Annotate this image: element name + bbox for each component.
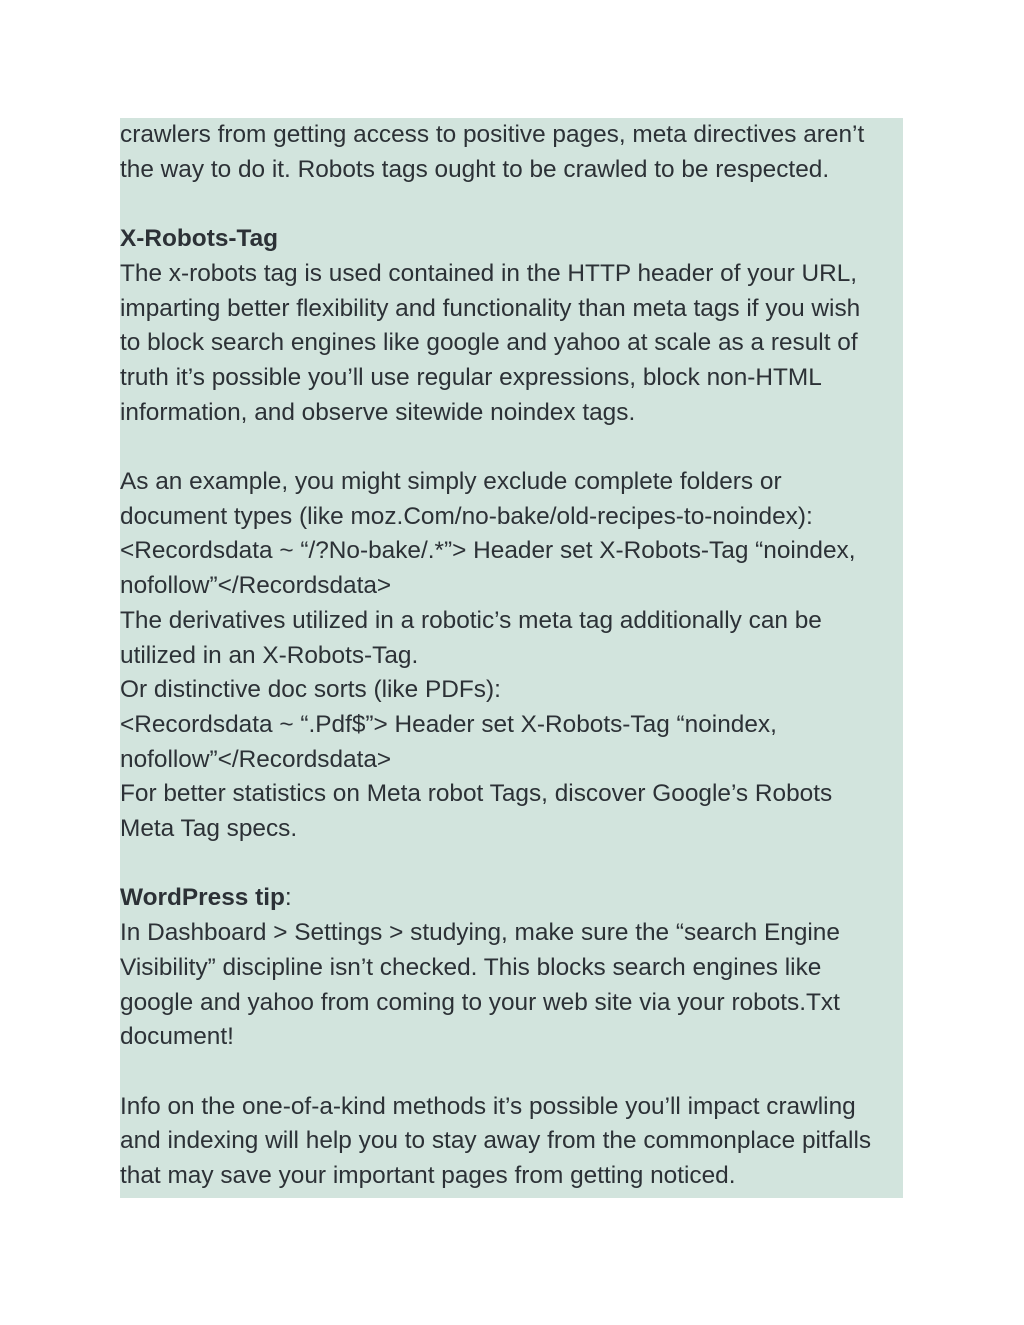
blank-line — [120, 187, 903, 222]
wordpress-paragraph — [120, 916, 903, 1055]
text-line: In Dashboard > Settings > studying, make sure the “search Engine — [120, 919, 840, 947]
text-line: google and yahoo from coming to your web site via your robots.Txt — [120, 988, 840, 1016]
xrobots-paragraph-2 — [120, 465, 903, 847]
blank-line — [120, 430, 903, 465]
text-line: Or distinctive doc sorts (like PDFs): — [120, 676, 501, 704]
text-line: document types (like moz.Com/no-bake/old-recipes-to-noindex): — [120, 502, 813, 530]
text-line: document! — [120, 1023, 234, 1051]
text-line: For better statistics on Meta robot Tags, discover Google’s Robots — [120, 780, 833, 808]
text-line: As an example, you might simply exclude complete folders or — [120, 468, 782, 495]
text-line: imparting better flexibility and functionality than meta tags if you wish — [120, 294, 861, 322]
code-line: <Recordsdata ~ “.Pdf$”> Header set X-Robots-Tag “noindex, — [120, 710, 777, 738]
text-line: truth it’s possible you’ll use regular expressions, block non-HTML — [120, 363, 822, 391]
text-line: The derivatives utilized in a robotic’s meta tag additionally can be — [120, 606, 822, 634]
blank-line — [120, 847, 903, 882]
text-line: and indexing will help you to stay away from the commonplace pitfalls — [120, 1127, 872, 1155]
text-line: Visibility” discipline isn’t checked. This blocks search engines like — [120, 953, 822, 981]
intro-paragraph — [120, 118, 903, 187]
wordpress-heading-colon: : — [284, 884, 292, 912]
text-line: utilized in an X-Robots-Tag. — [120, 641, 419, 669]
text-line: to block search engines like google and yahoo at scale as a result of — [120, 329, 858, 357]
text-line: information, and observe sitewide noindex tags. — [120, 398, 636, 426]
text-line: Info on the one-of-a-kind methods it’s possible you’ll impact crawling — [120, 1092, 856, 1120]
code-line: <Recordsdata ~ “/?No-bake/.*”> Header set X-Robots-Tag “noindex, — [120, 537, 856, 565]
text-line: the way to do it. Robots tags ought to be crawled to be respected. — [120, 155, 830, 183]
code-line: nofollow”</Recordsdata> — [120, 745, 392, 773]
wordpress-heading-line — [120, 881, 903, 916]
text-line: The x-robots tag is used contained in the HTTP header of your URL, — [120, 259, 858, 287]
text-line: crawlers from getting access to positive pages, meta directives aren’t — [120, 121, 865, 148]
xrobots-paragraph-1 — [120, 257, 903, 431]
highlighted-text-block — [120, 118, 903, 1198]
code-line: nofollow”</Recordsdata> — [120, 572, 392, 600]
text-line: that may save your important pages from getting noticed. — [120, 1162, 736, 1190]
text-line: Meta Tag specs. — [120, 815, 298, 843]
closing-paragraph — [120, 1090, 903, 1194]
blank-line — [120, 1055, 903, 1090]
wordpress-heading: WordPress tip — [120, 884, 285, 912]
xrobots-heading: X-Robots-Tag — [120, 225, 279, 253]
